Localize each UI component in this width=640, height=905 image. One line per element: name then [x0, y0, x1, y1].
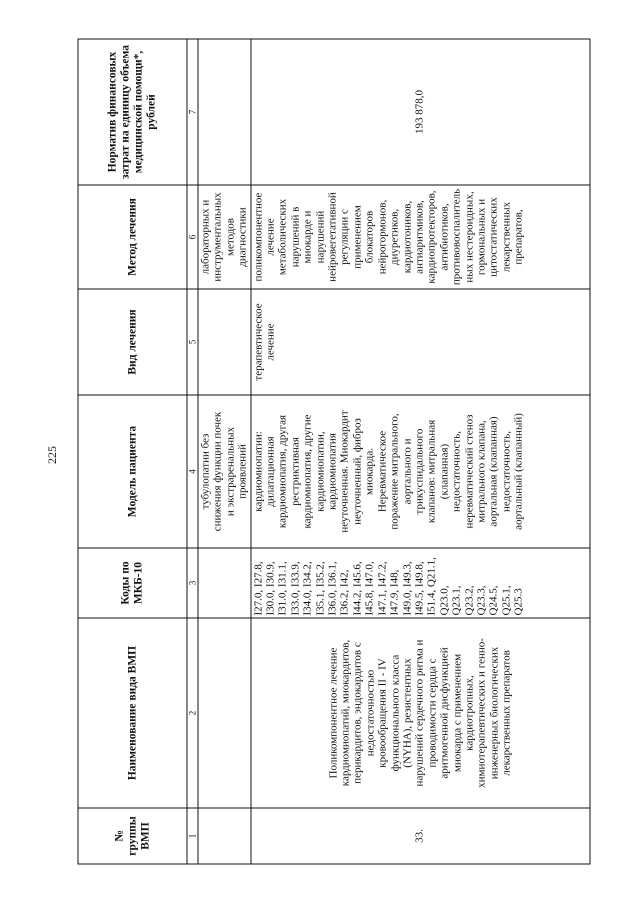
text-line: неревматический стеноз: [463, 414, 476, 529]
header-treatment-type: Вид лечения: [78, 289, 187, 395]
text-line: лекарственных: [500, 201, 513, 273]
text-line: миокарда.: [363, 448, 376, 495]
text-line: аритмогенной дисфункцией: [438, 647, 451, 779]
cont-treatment-method-lines: [200, 188, 250, 287]
header-icd-codes: Коды по МКБ-10: [78, 548, 187, 618]
vmp-table-grid: [78, 39, 591, 865]
cont-cost-cell: [198, 39, 251, 185]
text-line: поликомпонентное: [252, 192, 265, 282]
text-line: Q23.2,: [463, 585, 476, 616]
text-line: недостаточностью: [364, 669, 377, 757]
cont-patient-model: [198, 395, 251, 548]
column-number: 3: [187, 548, 198, 618]
text-line: рестриктивная: [289, 437, 302, 506]
cont-patient-model-lines: [200, 398, 250, 546]
cont-group-cell: [198, 808, 251, 864]
text-line: перикардитов, эндокардитов с: [351, 642, 364, 784]
text-line: аортального и: [401, 438, 413, 505]
text-line: митрального клапана,: [475, 420, 488, 523]
text-line: I49.0, I49.3,: [401, 561, 413, 616]
text-line: нарушений в: [289, 206, 302, 268]
text-line: Q24.5,: [487, 585, 500, 616]
text-line: лечение: [264, 323, 277, 361]
text-line: противовоспалитель: [450, 188, 463, 286]
icd-code-lines: [252, 551, 525, 616]
cont-treatment-cell: [198, 289, 251, 395]
column-number: 2: [187, 618, 198, 808]
text-line: I33.0, I33.9,: [289, 561, 302, 616]
text-line: химиотерапевтических и генно-: [475, 638, 488, 788]
text-line: кровообращения II - IV: [376, 658, 389, 768]
text-line: трикуспидального: [413, 428, 426, 515]
text-line: I27.0, I27.8,: [252, 561, 265, 616]
text-line: проводимости сердца с: [426, 658, 439, 768]
text-line: I47.9, I48,: [388, 569, 401, 616]
text-line: клапанов: митральная: [425, 419, 438, 524]
column-number: 4: [187, 395, 198, 548]
text-line: гормональных и: [475, 198, 488, 276]
text-line: I49.5, I49.8,: [413, 561, 426, 616]
text-line: кардиотоников,: [401, 200, 413, 274]
text-line: (клапанная): [438, 443, 451, 500]
cost-norm: 193 878,0: [251, 39, 590, 185]
vmp-name-lines: [327, 621, 513, 806]
text-line: лечение: [264, 218, 277, 256]
text-line: кардиомиопатий, миокардитов,: [339, 639, 352, 787]
text-line: I31.0, I31.1,: [276, 561, 289, 616]
cont-treatment-method: [198, 185, 251, 289]
text-line: поражение митрального,: [388, 413, 401, 530]
text-line: Поликомпонентное лечение: [327, 647, 340, 779]
text-line: нейрогормонов,: [376, 199, 389, 275]
text-line: недостаточность,: [500, 431, 513, 512]
text-line: кардиомиопатии:: [252, 431, 265, 512]
header-row: [78, 39, 187, 864]
column-number: 5: [187, 289, 198, 395]
text-line: миокарда с применением: [451, 653, 464, 773]
text-line: кардиомиопатия: [326, 433, 339, 510]
text-line: Q25.3: [512, 588, 525, 616]
text-line: I35.1, I35.2,: [314, 561, 327, 616]
text-line: диуретиков,: [388, 208, 401, 266]
text-line: функционального класса: [389, 654, 402, 772]
text-line: лекарственных препаратов: [500, 650, 513, 776]
patient-model-lines: [252, 398, 525, 546]
text-line: нейровегетативной: [326, 192, 339, 282]
text-line: I44.2, I45.6,: [351, 561, 364, 616]
page-number: 225: [45, 446, 59, 464]
text-line: ных нестероидных,: [463, 191, 476, 283]
group-33-row: [251, 39, 590, 864]
text-line: проявлений: [236, 444, 249, 499]
text-line: цитостатических: [487, 197, 500, 277]
text-line: аортальная (клапанная): [487, 416, 500, 527]
group-number: 33.: [251, 808, 590, 864]
patient-model: [251, 395, 590, 548]
text-line: нарушений сердечного ритма и: [413, 639, 426, 787]
text-line: дилатационная: [264, 436, 277, 507]
text-line: кардиопротекторов,: [425, 190, 438, 284]
text-line: (NYHA), резистентных: [401, 658, 414, 768]
column-number: 6: [187, 185, 198, 289]
header-treatment-method: Метод лечения: [78, 185, 187, 289]
text-line: Неревматическое: [376, 430, 389, 513]
text-line: лабораторных и: [199, 199, 212, 275]
column-number: 1: [187, 808, 198, 864]
text-line: нарушений: [314, 210, 327, 264]
column-number: 7: [187, 39, 198, 185]
text-line: I30.0, I30.9,: [264, 561, 277, 616]
text-line: препаратов,: [512, 209, 525, 265]
text-line: диагностики: [236, 207, 249, 267]
text-line: неуточненный, фиброз: [351, 418, 364, 525]
text-line: неуточненная. Миокардит: [338, 410, 351, 533]
text-line: метаболических: [276, 198, 289, 276]
treatment-type: [251, 289, 590, 395]
text-line: тубулопатии без: [199, 433, 212, 510]
text-line: кардиомиопатия, другие: [301, 414, 314, 529]
text-line: методов: [224, 218, 237, 256]
text-line: аортальный (клапанный): [512, 413, 525, 530]
text-line: I36.2, I42,: [338, 569, 351, 616]
text-line: регуляции с: [338, 209, 351, 265]
header-vmp-name: Наименование вида ВМП: [78, 618, 187, 808]
header-patient-model: Модель пациента: [78, 395, 187, 548]
text-line: Q25.1,: [500, 585, 513, 616]
text-line: I45.8, I47.0,: [363, 561, 376, 616]
text-line: миокарде и: [301, 210, 314, 264]
text-line: кардиомиопатии,: [314, 431, 327, 512]
cont-codes-cell: [198, 548, 251, 618]
treatment-method-lines: [252, 188, 525, 287]
text-line: и экстраренальных: [224, 426, 237, 517]
text-line: антибиотиков,: [438, 203, 451, 271]
vmp-name: [251, 618, 590, 808]
treatment-method: [251, 185, 590, 289]
treatment-type-lines: [252, 292, 277, 393]
text-line: кардиотропных,: [463, 675, 476, 751]
column-number-row: [187, 39, 198, 864]
text-line: Q23.3,: [475, 585, 488, 616]
text-line: I47.1, I47.2,: [376, 561, 389, 616]
text-line: блокаторов: [363, 210, 376, 264]
text-line: I34.0, I34.2,: [301, 561, 314, 616]
header-group-number: № группы ВМП: [78, 808, 187, 864]
text-line: Q23.1,: [450, 585, 463, 616]
text-line: недостаточность,: [450, 431, 463, 512]
text-line: антиаритмиков,: [413, 200, 426, 274]
text-line: I51.4, Q21.1,: [425, 557, 438, 616]
text-line: Q23.0,: [438, 585, 451, 616]
vmp-table: [78, 40, 598, 865]
text-line: применением: [351, 205, 364, 269]
icd-codes: [251, 548, 590, 618]
text-line: терапевтическое: [252, 303, 265, 381]
continuation-row: [198, 39, 251, 864]
text-line: инженерных биологических: [488, 646, 501, 780]
text-line: I36.0, I36.1,: [326, 561, 339, 616]
cont-vmp-name-cell: [198, 618, 251, 808]
text-line: инструментальных: [211, 192, 224, 282]
text-line: снижения функции почек: [211, 411, 224, 532]
header-cost-norm: Норматив финансовых затрат на единицу объема медицинской помощи*, рублей: [78, 39, 187, 185]
text-line: кардиомиопатия, другая: [276, 414, 289, 529]
